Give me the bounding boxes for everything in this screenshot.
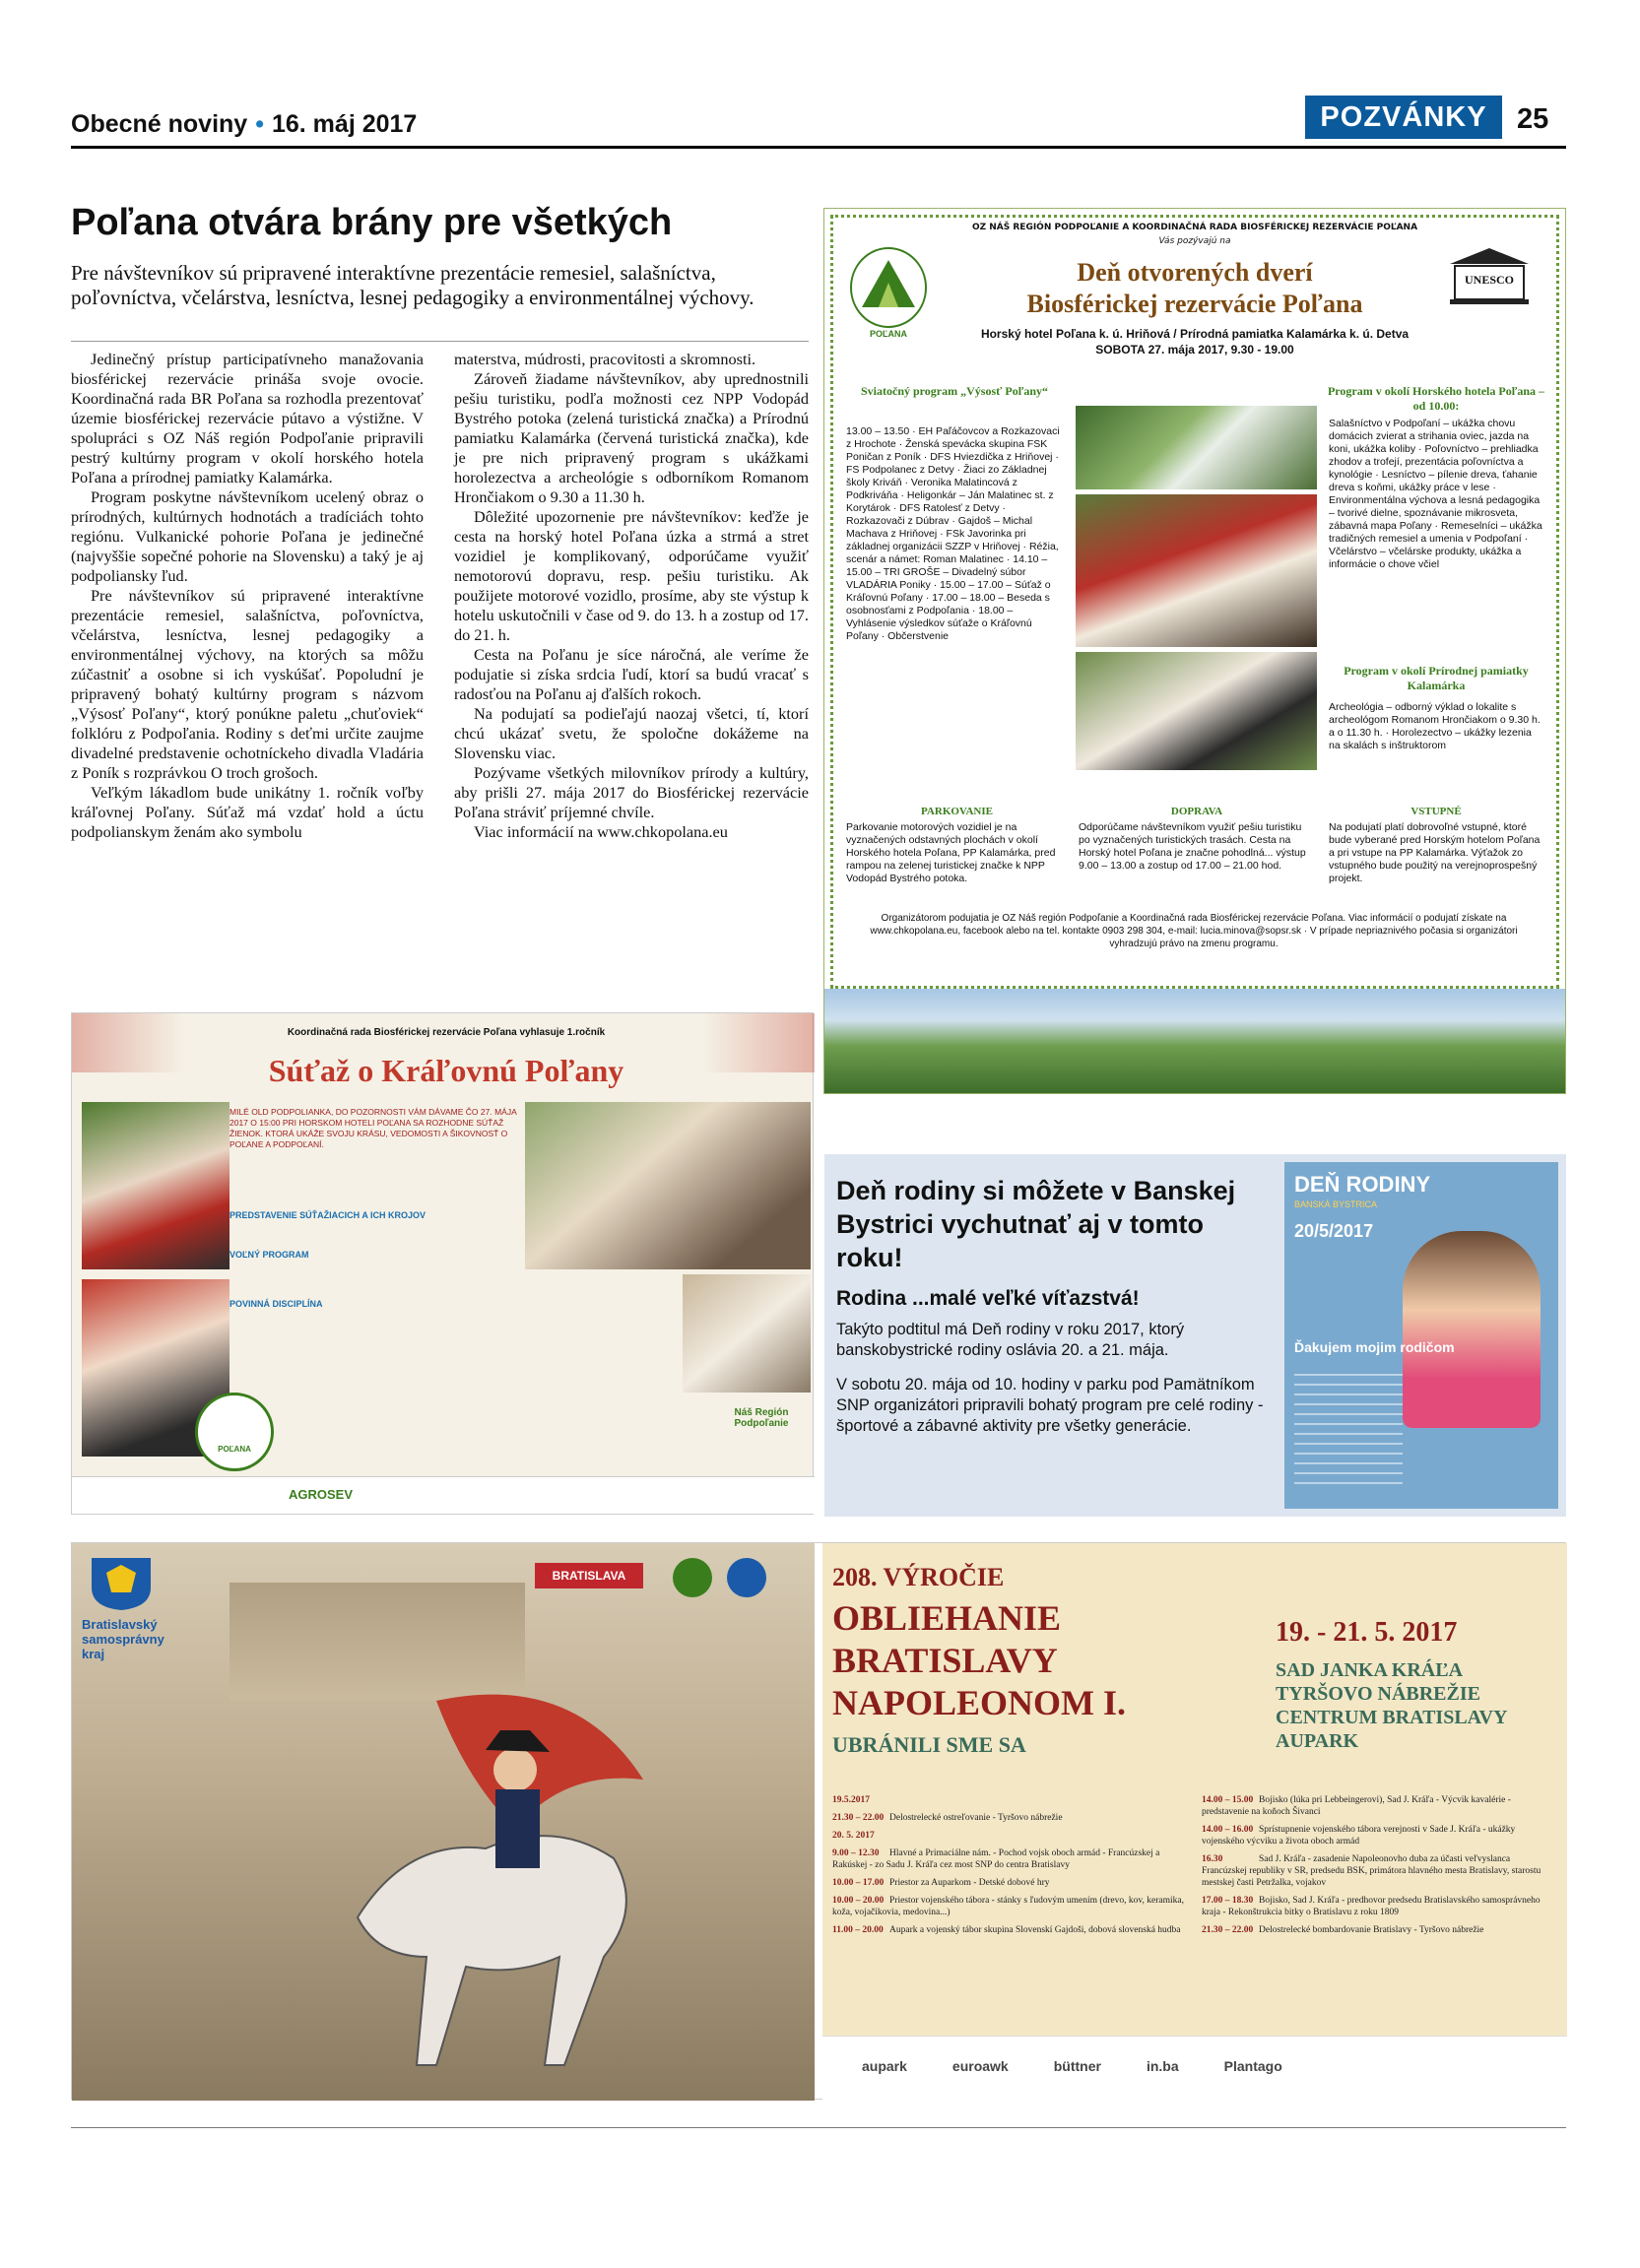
paragraph: Takýto podtitul má Deň rodiny v roku 2017, ktorý banskobystrické rodiny oslávia 20. a 21. mája.	[836, 1321, 1185, 1359]
polana-open-day-ad	[823, 208, 1566, 1094]
sponsor-strip	[822, 2036, 1567, 2101]
transport-heading: DOPRAVA	[1170, 806, 1223, 817]
schedule-desc: Sprístupnenie vojenského tábora verejnosti v Sade J. Kráľa - ukážky vojenského výcviku a života oboch armád	[1202, 1825, 1516, 1847]
separator-dot: •	[255, 110, 264, 138]
family-subtitle: Rodina ...malé veľké víťazstvá!	[836, 1287, 1140, 1310]
ad-footer: Organizátorom podujatia je OZ Náš región Podpoľanie a Koordinačná rada Biosférickej rezervácie Poľana. Viac informácií o podujatí získate na www.chkopolana.eu, facebook alebo na tel. kontakte 0903 298 304, e-mail: lucia.minova@sopsr.sk · V prípade nepriaznivého počasia si organizátori vyhradzujú právo na zmenu programu.	[870, 913, 1518, 949]
family-body	[836, 1320, 1270, 1437]
masthead	[71, 110, 417, 139]
headline-2: BRATISLAVY	[832, 1641, 1058, 1680]
contest-h2: VOĽNÝ PROGRAM	[230, 1250, 309, 1260]
entry-text: Na podujatí platí dobrovoľné vstupné, ktoré bude vyberané pred Horským hotelom Poľana a pri vstupe na PP Kalamárka. Výťažok zo vstupného bude použitý na verejnoprospešný projekt.	[1329, 821, 1541, 884]
paragraph: Cesta na Poľanu je síce náročná, ale veríme že podujatie si získa srdcia ľudí, ktorí sa budú vracať s radosťou na Poľanu aj ďalších rokoch.	[454, 645, 809, 703]
schedule-row	[832, 1847, 1197, 1871]
schedule-desc: Priestor vojenského tábora - stánky s ľudovým umením (drevo, kov, keramika, koža, vojačikovia, medovina...)	[832, 1896, 1184, 1917]
mountain-landscape	[824, 989, 1565, 1093]
contest-title: Súťaž o Kráľovnú Poľany	[268, 1053, 624, 1088]
paragraph: materstva, múdrosti, pracovitosti a skromnosti.	[454, 350, 756, 368]
headline-4: UBRÁNILI SME SA	[832, 1732, 1026, 1757]
woman-photo	[82, 1102, 230, 1269]
child-photo	[1403, 1231, 1541, 1428]
schedule-time: 17.00 – 18.30	[1202, 1896, 1254, 1906]
right-program: Salašníctvo v Podpoľaní – ukážka chovu domácich zvierat a strihania oviec, jazda na koni, ukážka koliby · Poľovníctvo – prehliadka zhodov a trofejí, prezentácia poľovníctva a kynológie · Lesníctvo – pílenie dreva, ťahanie dreva s koňmi, ukážky práce v lese · Environmentálna výchova a lesná pedagogika – tvorivé dielne, spoznávanie mikrosveta, zábavná mapa Poľany · Remeselníci – ukážka tradičných remesiel a umenia v Podpoľaní · Včelárstvo – včelárske produkty, ukážka a informácie o chove včiel	[1329, 418, 1542, 570]
paragraph: Pozývame všetkých milovníkov prírody a kultúry, aby prišli 27. mája 2017 do Biosférickej rezervácie Poľana stráviť príjemné chvíle.	[454, 763, 809, 821]
article-column-1	[71, 350, 424, 842]
napoleon-painting	[72, 1543, 815, 2101]
folk-costume-photo	[1076, 494, 1317, 647]
left-program: 13.00 – 13.50 · EH Paľáčovcov a Rozkazovaci z Hrochote · Ženská spevácka skupina FSK Poničan z Poník · DFS Hviezdička z Hriňovej · FS Podpolanec z Detvy · Žiaci zo Základnej školy Kriváň · Veronika Malatincová z Podkriváňa · Heligonkár – Ján Malatinec st. z Korytárok · DFS Ratolesť z Detvy · Rozkazovači z Dúbrav · Gajdoš – Michal Machava z Hriňovej · FSk Javorinka pri základnej organizácii SZZP v Hriňovej · Réžia, scenár a námet: Roman Malatinec · 14.10 – 15.00 – TRI GROŠE – Divadelný súbor VLADÁRIA Poniky · 15.00 – 17.00 – Súťaž o Kráľovnú Poľany · 17.00 – 18.00 – Beseda s osobnosťami z Podpoľania · 18.00 – Vyhlásenie výsledkov súťaže o Kráľovnú Poľany · Občerstvenie	[846, 425, 1060, 642]
header-rule	[71, 146, 1566, 149]
parking-text: Parkovanie motorových vozidiel je na vyznačených odstavných plochách v okolí Horského hotela Poľana, PP Kalamárka, pred rampou na zelenej turistickej značke k NPP Vodopád Bystrého potoka.	[846, 821, 1056, 884]
schedule-row	[832, 1895, 1197, 1918]
location-2: TYRŠOVO NÁBREŽIE	[1276, 1683, 1480, 1705]
waterfall-photo	[1076, 406, 1317, 489]
sponsor-logo: büttner	[1053, 2058, 1101, 2074]
schedule-time: 9.00 – 12.30	[832, 1848, 880, 1858]
schedule-time: 21.30 – 22.00	[832, 1813, 885, 1823]
schedule-row	[1202, 1924, 1556, 1936]
unesco-text: UNESCO	[1464, 273, 1514, 287]
partner-logo	[727, 1558, 766, 1597]
schedule-row	[832, 1830, 1197, 1842]
poster-program-list	[1294, 1374, 1403, 1492]
location-3: CENTRUM BRATISLAVY	[1276, 1707, 1508, 1728]
contest-intro: MILÉ OLD PODPOLIANKA, DO POZORNOSTI VÁM DÁVAME ČO 27. MÁJA 2017 O 15:00 PRI HORSKOM HOTELI POĽANA SA ROZHODNE SÚŤAŽ ŽIENOK. KTORÁ UKÁŽE SVOJU KRÁSU, VEDOMOSTI A ŠIKOVNOSŤ O POĽANE A PODPOĽANÍ.	[230, 1107, 517, 1149]
location-4: AUPARK	[1276, 1730, 1359, 1752]
paragraph: Na podujatí sa podieľajú naozaj všetci, tí, ktorí chcú ukázať svetu, že spoločne dokážeme na Slovensku viac.	[454, 704, 809, 762]
family-day-box	[824, 1154, 1566, 1517]
schedule-desc: Priestor za Auparkom - Detské dobové hry	[889, 1878, 1050, 1888]
bsk-logo	[82, 1553, 190, 1671]
sponsor-logo: euroawk	[951, 2058, 1009, 2074]
article-column-2	[454, 350, 809, 842]
partner-logo	[673, 1558, 712, 1597]
page-number: 25	[1517, 103, 1549, 135]
family-title: Deň rodiny si môžete v Banskej Bystrici vychutnať aj v tomto roku!	[836, 1176, 1236, 1272]
event-dates: 19. - 21. 5. 2017	[1276, 1617, 1458, 1648]
schedule-desc: Aupark a vojenský tábor skupina Slovenskí Gajdoši, dobová slovenská hudba	[889, 1925, 1181, 1935]
poster-city: BANSKÁ BYSTRICA	[1294, 1199, 1378, 1209]
grandmother-photo	[683, 1274, 811, 1393]
schedule-right	[1202, 1794, 1556, 1942]
region-logo: Náš Región Podpoľanie	[734, 1407, 789, 1429]
polana-badge	[195, 1393, 274, 1471]
schedule-desc: Hlavné a Primaciálne nám. - Pochod vojsk oboch armád - Francúzskej a Rakúskej - zo Sadu J. Kráľa cez most SNP do centra Bratislavy	[832, 1848, 1160, 1870]
lead-rule	[71, 341, 809, 342]
entry-heading: VSTUPNÉ	[1410, 806, 1462, 817]
poster-date: 20/5/2017	[1294, 1221, 1374, 1241]
schedule-time: 21.30 – 22.00	[1202, 1925, 1254, 1935]
contest-organizer: Koordinačná rada Biosférickej rezervácie Poľana vyhlasuje 1.ročník	[287, 1027, 606, 1038]
schedule-left	[832, 1794, 1197, 1942]
schedule-desc: Bojisko, Sad J. Kráľa - predhovor predsedu Bratislavského samosprávneho kraja - Rekonštrukcia bitky o Bratislavu z roku 1809	[1202, 1896, 1541, 1917]
napoleon-siege-ad	[71, 1542, 1566, 2100]
sponsor-logos	[862, 2058, 1282, 2074]
schedule-time: 16.30	[1202, 1854, 1223, 1864]
left-heading: Sviatočný program „Výsosť Poľany“	[861, 384, 1048, 398]
region-name: Bratislavský samosprávny kraj	[82, 1617, 164, 1661]
schedule-row	[832, 1877, 1197, 1889]
schedule-desc: Delostrelecké bombardovanie Bratislavy - Tyršovo nábrežie	[1259, 1925, 1484, 1935]
ad-invite: Vás pozývajú na	[1158, 236, 1231, 246]
ad-organizers: OZ NÁŠ REGIÓN PODPOĽANIE A KOORDINAČNÁ RADA BIOSFÉRICKEJ REZERVÁCIE POĽANA	[971, 223, 1418, 232]
kalamarka-heading: Program v okolí Prírodnej pamiatky Kalamárka	[1344, 664, 1529, 692]
sponsor-logo: aupark	[862, 2058, 907, 2074]
paragraph: V sobotu 20. mája od 10. hodiny v parku pod Pamätníkom SNP organizátori pripravili bohatý program pre celé rodiny - športové a zábavné aktivity pre všetky generácie.	[836, 1376, 1264, 1435]
schedule-time: 20. 5. 2017	[832, 1831, 875, 1841]
issue-date: 16. máj 2017	[271, 110, 418, 138]
schedule-time: 14.00 – 15.00	[1202, 1795, 1254, 1805]
poster-thanks: Ďakujem mojim rodičom	[1294, 1339, 1455, 1355]
event-program	[822, 1543, 1567, 2101]
ad-title-1: Deň otvorených dverí	[1077, 258, 1313, 287]
schedule-desc: Sad J. Kráľa - zasadenie Napoleonovho duba za účasti veľvyslanca Francúzskej republiky v SR, predsedu BSK, primátora hlavného mesta Bratislavy, starostu mestskej časti Petržalka, vojakov	[1202, 1854, 1542, 1888]
sponsor-logo: AGROSEV	[289, 1487, 354, 1502]
schedule-time: 14.00 – 16.00	[1202, 1825, 1254, 1835]
ad-title-2: Biosférickej rezervácie Poľana	[1026, 290, 1363, 318]
right-heading: Program v okolí Horského hotela Poľana – od 10.00:	[1327, 384, 1545, 413]
family-day-poster	[1284, 1162, 1558, 1509]
sponsor-logo: in.ba	[1146, 2058, 1179, 2074]
bottom-rule	[71, 2127, 1566, 2128]
paragraph: Zároveň žiadame návštevníkov, aby uprednostnili pešiu turistiku, podľa možnosti cez NPP Vodopád Bystrého potoka (zelená turistická značka) a Prírodnú pamiatku Kalamárka (červená turistická značka), kde je pre nich pripravený program s ukážkami horolezectva a archeológie s odborníkom Romanom Hrončiakom o 9.30 a 11.30 h.	[454, 369, 809, 506]
poster-title: DEŇ RODINY	[1294, 1172, 1431, 1197]
headline-1: OBLIEHANIE	[832, 1598, 1062, 1638]
paragraph: Jedinečný prístup participatívneho manažovania biosférickej rezervácie prináša svoje ovocie. Koordinačná rada BR Poľana sa rozhodla prezentovať územie biosférickej rezervácie pútavo a výstižne. V spolupráci s OZ Náš región Podpoľanie pripravili pestrý kultúrny program v okolí horského hotela Poľana a prírodnej pamiatky Kalamárka.	[71, 350, 424, 486]
bratislava-logo: BRATISLAVA	[535, 1563, 643, 1588]
schedule-desc: Delostrelecké ostreľovanie - Tyršovo nábrežie	[889, 1813, 1063, 1823]
article-title: Poľana otvára brány pre všetkých	[71, 202, 673, 243]
ad-place: Horský hotel Poľana k. ú. Hriňová / Prírodná pamiatka Kalamárka k. ú. Detva	[980, 327, 1410, 341]
schedule-row	[1202, 1794, 1556, 1818]
schedule-time: 10.00 – 17.00	[832, 1878, 885, 1888]
paragraph: Viac informácií na www.chkopolana.eu	[474, 822, 728, 841]
schedule-time: 11.00 – 20.00	[832, 1925, 884, 1935]
schedule-row	[1202, 1853, 1556, 1889]
schedule-time: 10.00 – 20.00	[832, 1896, 885, 1906]
parking-heading: PARKOVANIE	[921, 806, 993, 817]
schedule-row	[832, 1794, 1197, 1806]
badge-text: POĽANA	[218, 1445, 251, 1454]
logo-text: POĽANA	[870, 329, 907, 339]
paragraph: Dôležité upozornenie pre návštevníkov: keďže je cesta na horský hotel Poľana úzka a strmá a stret vozidiel je komplikovaný, odporúčame využiť nemotorovú dopravu, resp. pešiu turistiku. Ak použijete motorové vozidlo, prosíme, aby ste výstup k hotelu uskutočnili v čase od 9. do 13. h a zostup od 17. do 21. h.	[454, 507, 809, 644]
headline-3: NAPOLEONOM I.	[832, 1683, 1127, 1722]
paragraph: Program poskytne návštevníkom ucelený obraz o prírodných, kultúrnych hodnotách a tradíciách tohto regiónu. Vulkanické pohorie Poľana je jedinečné (najvyššie sopečné pohorie na Slovensku) a taký je aj podpoliansky ľud.	[71, 487, 424, 585]
paragraph: Veľkým lákadlom bude unikátny 1. ročník voľby kráľovnej Poľany. Súťaž má vzdať hold a úctu podpolianskym ženám ako symbolu	[71, 783, 424, 841]
anniversary: 208. VÝROČIE	[832, 1563, 1005, 1591]
location-1: SAD JANKA KRÁĽA	[1276, 1659, 1464, 1681]
paper-name: Obecné noviny	[71, 110, 248, 138]
sponsor-logo: Plantago	[1223, 2058, 1282, 2074]
contest-h1: PREDSTAVENIE SÚŤAŽIACICH A ICH KROJOV	[230, 1210, 426, 1220]
horse-rider-illustration	[318, 1661, 673, 2075]
transport-text: Odporúčame návštevníkom využiť pešiu turistiku po vyznačených turistických trasách. Cesta na Horský hotel Poľana je značne pohodlná... výstup 9.00 – 13.00 a zostup od 17.00 – 21.00 hod.	[1079, 821, 1306, 872]
sponsor-strip	[72, 1476, 815, 1514]
schedule-row	[832, 1924, 1197, 1936]
family-photo	[525, 1102, 811, 1269]
paragraph: Pre návštevníkov sú pripravené interaktívne prezentácie remesiel, salašníctva, poľovníctva, včelárstva, lesníctva, lesnej pedagogiky a environmentálnej výchovy, na ktorých sa môžu zúčastniť a osobne si ich vyskúšať. Popoludní je pripravený bohatý kultúrny program s názvom „Výsosť Poľany“, ktorý ponúkne paletu „chuťoviek“ folklóru z Podpoľania. Rodiny s deťmi určite zaujme divadelné predstavenie ochotníckeho divadla Vladária z Poník s rozprávkou O troch grošoch.	[71, 586, 424, 782]
article-lead: Pre návštevníkov sú pripravené interaktívne prezentácie remesiel, salašníctva, poľovníctva, včelárstva, lesníctva, lesnej pedagogiky a environmentálnej výchovy.	[71, 261, 754, 309]
schedule-row	[1202, 1895, 1556, 1918]
craftsmen-photo	[1076, 652, 1317, 770]
section-label: POZVÁNKY	[1305, 96, 1502, 139]
queen-contest-ad	[71, 1012, 814, 1515]
schedule-time: 19.5.2017	[832, 1795, 870, 1805]
kalamarka-program: Archeológia – odborný výklad o lokalite s archeológom Romanom Hrončiakom o 9.30 h. a o 11.30 h. · Horolezectvo – ukážky lezenia na skalách s inštruktorom	[1329, 701, 1541, 751]
schedule-desc: Bojisko (lúka pri Lebbeingerovi), Sad J. Kráľa - Výcvik kavalérie - predstavenie na koňoch Šivanci	[1202, 1795, 1511, 1817]
schedule-row	[1202, 1824, 1556, 1847]
contest-h3: POVINNÁ DISCIPLÍNA	[230, 1299, 323, 1309]
schedule-row	[832, 1812, 1197, 1824]
ad-date: SOBOTA 27. mája 2017, 9.30 - 19.00	[1095, 343, 1294, 356]
